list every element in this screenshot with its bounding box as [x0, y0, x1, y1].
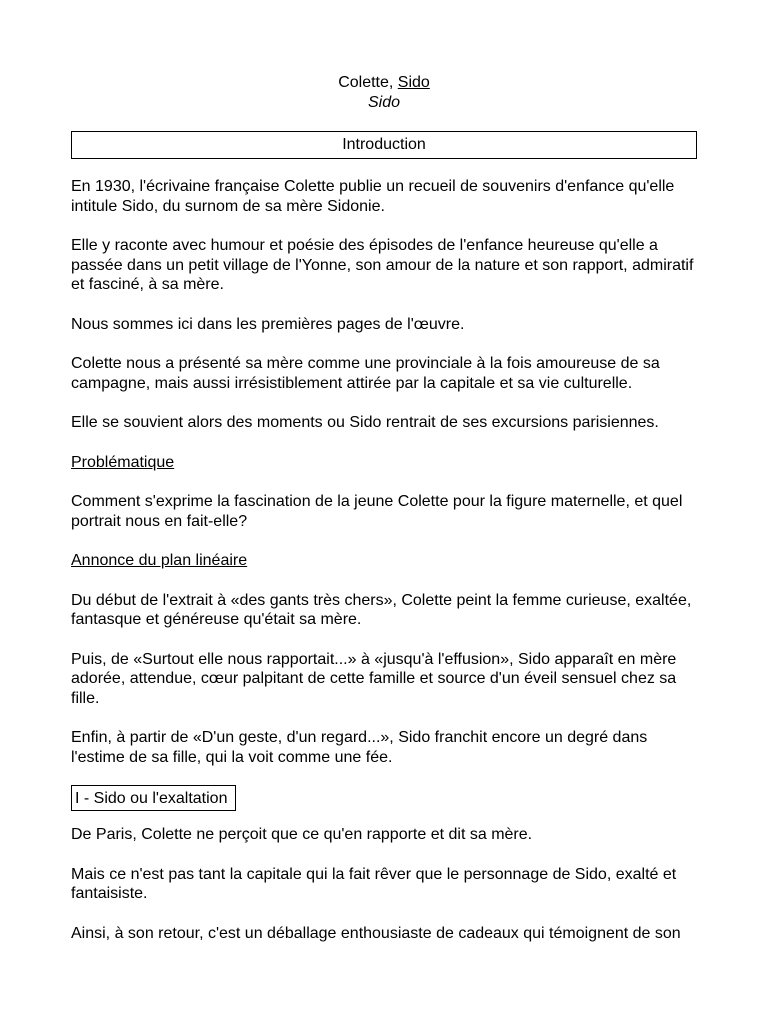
header-author: Colette,: [338, 74, 398, 91]
plan-heading: Annonce du plan linéaire: [71, 552, 248, 569]
intro-paragraph-4: Colette nous a présenté sa mère comme une provinciale à la fois amoureuse de sa campagne, mais aussi irrésistiblement attirée par la capitale et sa vie culturelle.: [71, 355, 660, 392]
plan-item-1: Du début de l'extrait à «des gants très chers», Colette peint la femme curieuse, exaltée, fantasque et généreuse qu'était sa mère.: [71, 591, 692, 628]
section-1-paragraph-3: Ainsi, à son retour, c'est un déballage enthousiaste de cadeaux qui témoignent de son: [71, 924, 681, 942]
plan-item-3: Enfin, à partir de «D'un geste, d'un regard...», Sido franchit encore un degré dans l'estime de sa fille, qui la voit comme une fée.: [71, 729, 648, 766]
section-1-title-box: I - Sido ou l'exaltation: [71, 785, 236, 811]
introduction-heading-box: Introduction: [71, 131, 697, 159]
header-author-line: [0, 73, 768, 93]
section-1-paragraph-2: Mais ce n'est pas tant la capitale qui la fait rêver que le personnage de Sido, exalté et fantaisiste.: [71, 865, 677, 902]
section-1-paragraph-1: De Paris, Colette ne perçoit que ce qu'en rapporte et dit sa mère.: [71, 826, 533, 843]
header-work-title: Sido: [397, 74, 430, 91]
problematique-heading: Problématique: [71, 453, 175, 471]
header-subtitle: Sido: [367, 93, 401, 111]
intro-paragraph-2: Elle y raconte avec humour et poésie des épisodes de l'enfance heureuse qu'elle a passée dans un petit village de l'Yonne, son amour de la nature et son rapport, admiratif et fasciné, à sa mère.: [71, 237, 694, 293]
intro-paragraph-1: En 1930, l'écrivaine française Colette publie un recueil de souvenirs d'enfance qu'elle intitule Sido, du surnom de sa mère Sidonie.: [71, 178, 675, 215]
intro-paragraph-3: Nous sommes ici dans les premières pages de l'œuvre.: [71, 315, 465, 333]
intro-paragraph-5: Elle se souvient alors des moments ou Sido rentrait de ses excursions parisiennes.: [71, 414, 659, 431]
plan-item-2: Puis, de «Surtout elle nous rapportait...» à «jusqu'à l'effusion», Sido apparaît en mère adorée, attendue, cœur palpitant de cette famille et source d'un éveil sensuel chez sa fille.: [71, 650, 677, 707]
problematique-text: Comment s'exprime la fascination de la jeune Colette pour la figure maternelle, et quel portrait nous en fait-elle?: [71, 493, 683, 530]
document-header: [0, 73, 768, 112]
document-body: [71, 177, 699, 963]
